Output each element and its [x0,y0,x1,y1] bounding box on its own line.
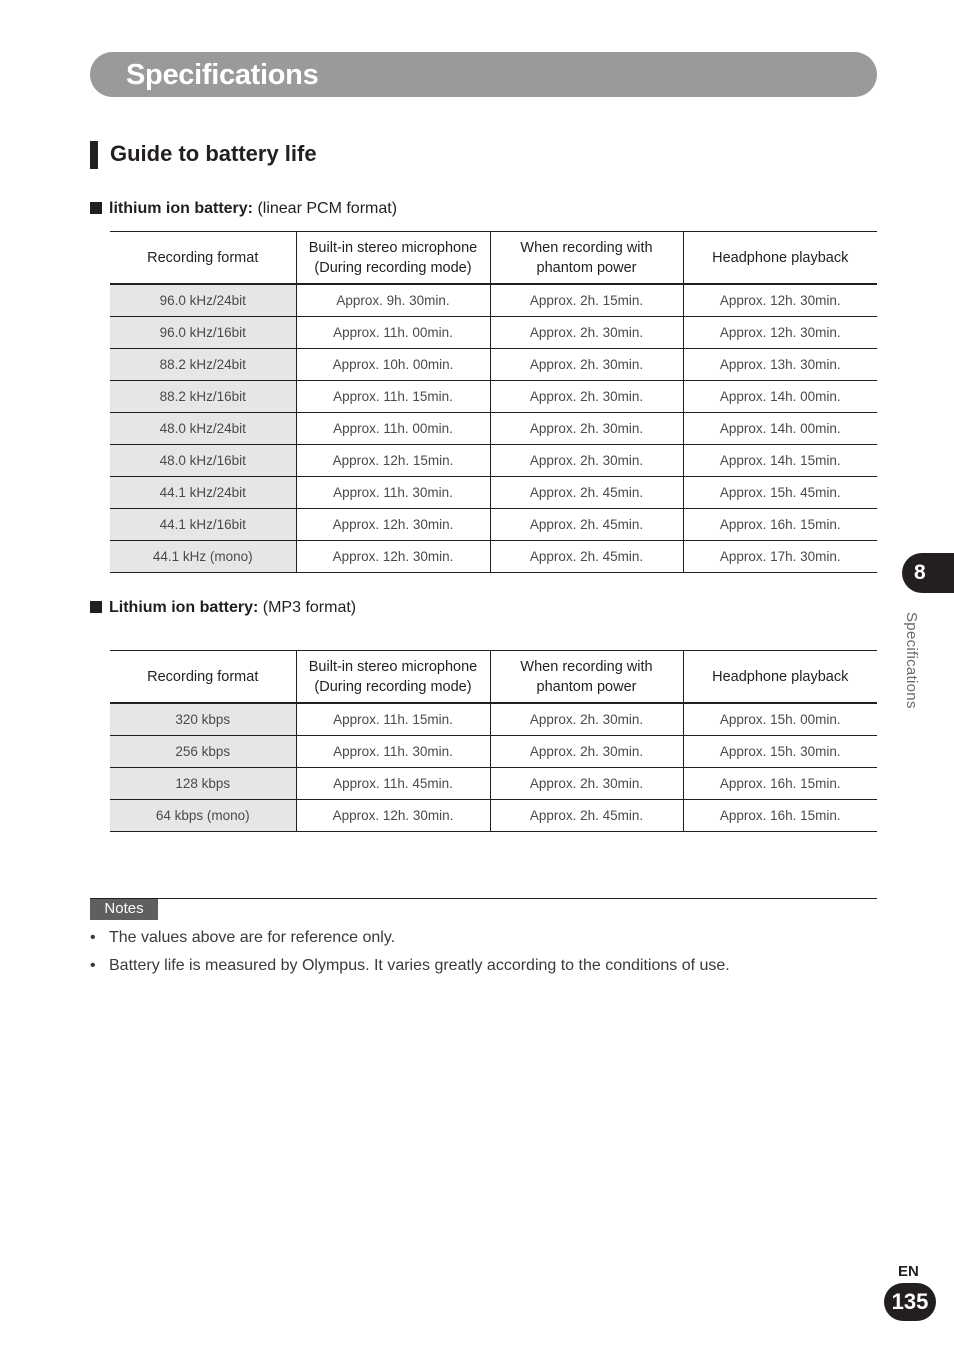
duration-cell: Approx. 2h. 30min. [490,349,683,381]
duration-cell: Approx. 11h. 30min. [296,477,490,509]
format-cell: 88.2 kHz/16bit [110,381,296,413]
format-cell: 44.1 kHz/24bit [110,477,296,509]
duration-cell: Approx. 2h. 30min. [490,317,683,349]
table-row [110,445,877,477]
notes-divider [90,898,877,899]
duration-cell: Approx. 9h. 30min. [296,284,490,317]
table-header-row [110,232,877,285]
mp3-subheading [90,598,356,618]
note-text: The values above are for reference only. [109,929,396,946]
column-header: When recording with phantom power [490,651,683,704]
table-row [110,736,877,768]
duration-cell: Approx. 14h. 15min. [683,445,877,477]
duration-cell: Approx. 16h. 15min. [683,509,877,541]
duration-cell: Approx. 2h. 30min. [490,768,683,800]
duration-cell: Approx. 10h. 00min. [296,349,490,381]
duration-cell: Approx. 11h. 15min. [296,703,490,736]
chapter-number: 8 [914,561,926,584]
duration-cell: Approx. 15h. 00min. [683,703,877,736]
language-code: EN [898,1263,919,1280]
mp3-label-rest: (MP3 format) [258,599,357,616]
duration-cell: Approx. 11h. 45min. [296,768,490,800]
page-number-badge [884,1283,936,1321]
duration-cell: Approx. 12h. 30min. [683,284,877,317]
duration-cell: Approx. 13h. 30min. [683,349,877,381]
note-item [90,927,395,949]
format-cell: 88.2 kHz/24bit [110,349,296,381]
duration-cell: Approx. 11h. 30min. [296,736,490,768]
duration-cell: Approx. 11h. 00min. [296,413,490,445]
duration-cell: Approx. 12h. 30min. [296,541,490,573]
column-header: Headphone playback [683,232,877,285]
note-item [90,955,730,977]
format-cell: 256 kbps [110,736,296,768]
bullet-icon: • [90,929,96,946]
square-bullet-icon [90,601,102,613]
column-header: Built-in stereo microphone (During recording mode) [296,232,490,285]
format-cell: 44.1 kHz/16bit [110,509,296,541]
duration-cell: Approx. 12h. 30min. [296,800,490,832]
format-cell: 44.1 kHz (mono) [110,541,296,573]
bullet-icon: • [90,957,96,974]
table-row [110,541,877,573]
duration-cell: Approx. 17h. 30min. [683,541,877,573]
duration-cell: Approx. 11h. 00min. [296,317,490,349]
column-header: Built-in stereo microphone (During recording mode) [296,651,490,704]
duration-cell: Approx. 2h. 30min. [490,381,683,413]
duration-cell: Approx. 2h. 45min. [490,541,683,573]
table-row [110,317,877,349]
duration-cell: Approx. 2h. 30min. [490,445,683,477]
table-row [110,413,877,445]
chapter-side-label: Specifications [903,612,920,709]
column-header: Recording format [110,232,296,285]
table-row [110,509,877,541]
format-cell: 48.0 kHz/24bit [110,413,296,445]
duration-cell: Approx. 12h. 15min. [296,445,490,477]
header-bar [90,52,877,97]
page-number: 135 [891,1289,929,1314]
format-cell: 48.0 kHz/16bit [110,445,296,477]
duration-cell: Approx. 2h. 15min. [490,284,683,317]
format-cell: 96.0 kHz/24bit [110,284,296,317]
page-title: Specifications [126,59,319,91]
table-row [110,381,877,413]
duration-cell: Approx. 11h. 15min. [296,381,490,413]
duration-cell: Approx. 16h. 15min. [683,768,877,800]
notes-label: Notes [90,899,158,920]
table-row [110,768,877,800]
note-text: Battery life is measured by Olympus. It varies greatly according to the conditions of use. [109,957,730,974]
duration-cell: Approx. 14h. 00min. [683,381,877,413]
pcm-subheading [90,199,397,219]
mp3-label-bold: Lithium ion battery: [109,599,259,616]
format-cell: 96.0 kHz/16bit [110,317,296,349]
duration-cell: Approx. 12h. 30min. [296,509,490,541]
duration-cell: Approx. 15h. 45min. [683,477,877,509]
mp3-battery-table [110,650,877,832]
table-row [110,349,877,381]
table-row [110,800,877,832]
duration-cell: Approx. 2h. 30min. [490,413,683,445]
pcm-label-bold: lithium ion battery: [109,200,253,217]
table-header-row [110,651,877,704]
chapter-tab [902,553,954,593]
duration-cell: Approx. 12h. 30min. [683,317,877,349]
format-cell: 320 kbps [110,703,296,736]
section-title: Guide to battery life [110,141,317,166]
duration-cell: Approx. 2h. 45min. [490,800,683,832]
pcm-label-rest: (linear PCM format) [253,200,398,217]
section-marker [90,141,98,169]
format-cell: 64 kbps (mono) [110,800,296,832]
column-header: Recording format [110,651,296,704]
duration-cell: Approx. 2h. 30min. [490,736,683,768]
column-header: Headphone playback [683,651,877,704]
table-row [110,284,877,317]
table-row [110,703,877,736]
duration-cell: Approx. 2h. 30min. [490,703,683,736]
duration-cell: Approx. 16h. 15min. [683,800,877,832]
duration-cell: Approx. 2h. 45min. [490,509,683,541]
duration-cell: Approx. 2h. 45min. [490,477,683,509]
duration-cell: Approx. 14h. 00min. [683,413,877,445]
table-row [110,477,877,509]
duration-cell: Approx. 15h. 30min. [683,736,877,768]
format-cell: 128 kbps [110,768,296,800]
column-header: When recording with phantom power [490,232,683,285]
pcm-battery-table [110,231,877,573]
square-bullet-icon [90,202,102,214]
